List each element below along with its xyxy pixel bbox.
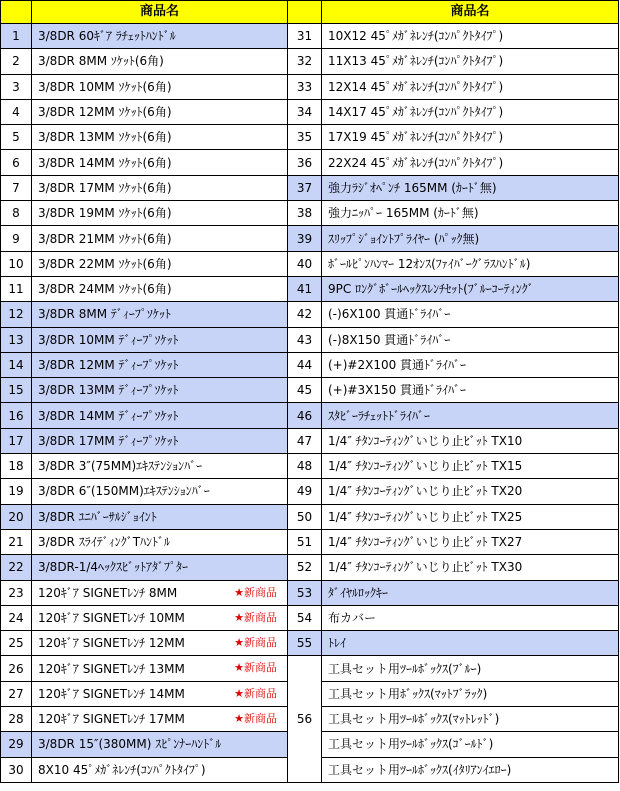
- header-left-name: 商品名: [32, 1, 288, 24]
- table-row: [1, 49, 619, 74]
- item-name: 3/8DR 19MM ｿｹｯﾄ(6角): [38, 206, 172, 221]
- item-number: 20: [1, 504, 32, 529]
- item-number: 49: [288, 479, 322, 504]
- item-name-cell: [32, 226, 288, 251]
- new-product-badge: ★新商品: [234, 585, 277, 599]
- item-name: 3/8DR 10MM ﾃﾞｨｰﾌﾟｿｹｯﾄ: [38, 332, 179, 347]
- item-name: 強力ﾆｯﾊﾟｰ 165MM (ｶｰﾄﾞ無): [322, 201, 619, 226]
- item-name: 強力ﾗｼﾞｵﾍﾟﾝﾁ 165MM (ｶｰﾄﾞ無): [322, 175, 619, 200]
- table-row: [1, 378, 619, 403]
- header-left-no: [1, 1, 32, 24]
- item-number: 47: [288, 428, 322, 453]
- item-name: 3/8DR 12MM ｿｹｯﾄ(6角): [38, 105, 172, 120]
- item-number: 30: [1, 757, 32, 782]
- item-name: ﾄﾚｲ: [322, 631, 619, 656]
- new-product-badge: ★新商品: [234, 610, 277, 624]
- item-name-cell: [32, 302, 288, 327]
- item-number: 11: [1, 276, 32, 301]
- item-number: 17: [1, 428, 32, 453]
- item-number: 34: [288, 99, 322, 124]
- new-product-badge: ★新商品: [234, 636, 277, 650]
- item-name: 布カバー: [322, 605, 619, 630]
- item-name: ﾎﾞｰﾙﾋﾟﾝﾊﾝﾏｰ 12ｵﾝｽ(ﾌｧｲﾊﾞｰｸﾞﾗｽﾊﾝﾄﾞﾙ): [322, 251, 619, 276]
- item-name-cell: [32, 656, 288, 681]
- item-name: 1/4″ ﾁﾀﾝｺｰﾃｨﾝｸﾞいじり止ﾋﾞｯﾄ TX10: [322, 428, 619, 453]
- item-name: ｽﾀﾋﾞｰﾗﾁｪｯﾄﾄﾞﾗｲﾊﾞｰ: [322, 403, 619, 428]
- item-name: 3/8DR 8MM ﾃﾞｨｰﾌﾟｿｹｯﾄ: [38, 307, 171, 322]
- item-number: 27: [1, 681, 32, 706]
- item-number: 38: [288, 201, 322, 226]
- item-number: 9: [1, 226, 32, 251]
- item-name: 9PC ﾛﾝｸﾞﾎﾞｰﾙﾍｯｸｽﾚﾝﾁｾｯﾄ(ﾌﾞﾙｰｺｰﾃｨﾝｸﾞ: [322, 276, 619, 301]
- item-number: 32: [288, 49, 322, 74]
- item-name: 3/8DR 13MM ﾃﾞｨｰﾌﾟｿｹｯﾄ: [38, 383, 179, 398]
- item-name: 120ｷﾞｱ SIGNETﾚﾝﾁ 14MM: [38, 686, 185, 701]
- table-row: [1, 24, 619, 49]
- table-row: [1, 352, 619, 377]
- item-number: 54: [288, 605, 322, 630]
- item-name: 22X24 45ﾟﾒｶﾞﾈﾚﾝﾁ(ｺﾝﾊﾟｸﾄﾀｲﾌﾟ): [322, 150, 619, 175]
- table-row: [1, 276, 619, 301]
- item-number: 16: [1, 403, 32, 428]
- item-number: 44: [288, 352, 322, 377]
- item-number: 25: [1, 631, 32, 656]
- item-number: 37: [288, 175, 322, 200]
- item-name-cell: [32, 428, 288, 453]
- item-number: 28: [1, 707, 32, 732]
- table-row: [1, 251, 619, 276]
- table-row: [1, 150, 619, 175]
- item-name: 3/8DR 3″(75MM)ｴｷｽﾃﾝｼｮﾝﾊﾞｰ: [38, 459, 203, 474]
- item-name-cell: [32, 454, 288, 479]
- table-row: [1, 580, 619, 605]
- item-name-cell: [32, 631, 288, 656]
- item-name: (+)#3X150 貫通ﾄﾞﾗｲﾊﾞｰ: [322, 378, 619, 403]
- item-name: 8X10 45ﾟﾒｶﾞﾈﾚﾝﾁ(ｺﾝﾊﾟｸﾄﾀｲﾌﾟ): [38, 762, 206, 777]
- item-number: 53: [288, 580, 322, 605]
- item-name-cell: [32, 529, 288, 554]
- item-name: 10X12 45ﾟﾒｶﾞﾈﾚﾝﾁ(ｺﾝﾊﾟｸﾄﾀｲﾌﾟ): [322, 24, 619, 49]
- item-number: 40: [288, 251, 322, 276]
- item-name-cell: [32, 681, 288, 706]
- item-number: 22: [1, 555, 32, 580]
- item-name: 3/8DR 17MM ｿｹｯﾄ(6角): [38, 180, 172, 195]
- item-name-cell: [32, 74, 288, 99]
- item-name-cell: [32, 150, 288, 175]
- new-product-badge: ★新商品: [234, 661, 277, 675]
- item-name: 11X13 45ﾟﾒｶﾞﾈﾚﾝﾁ(ｺﾝﾊﾟｸﾄﾀｲﾌﾟ): [322, 49, 619, 74]
- item-name-cell: [32, 378, 288, 403]
- item-name-cell: [32, 555, 288, 580]
- item-name: 工具セット用ﾂｰﾙﾎﾞｯｸｽ(ﾌﾞﾙｰ): [322, 656, 619, 681]
- item-name-cell: [32, 327, 288, 352]
- item-name: 120ｷﾞｱ SIGNETﾚﾝﾁ 13MM: [38, 661, 185, 676]
- table-row: [1, 555, 619, 580]
- header-row: [1, 1, 619, 24]
- item-name: 1/4″ ﾁﾀﾝｺｰﾃｨﾝｸﾞいじり止ﾋﾞｯﾄ TX20: [322, 479, 619, 504]
- item-name: 120ｷﾞｱ SIGNETﾚﾝﾁ 17MM: [38, 712, 185, 727]
- item-number: 36: [288, 150, 322, 175]
- item-name-cell: [32, 175, 288, 200]
- item-name-cell: [32, 732, 288, 757]
- item-number: 13: [1, 327, 32, 352]
- item-name: ｽﾘｯﾌﾟｼﾞｮｲﾝﾄﾌﾟﾗｲﾔｰ (ﾊﾟｯｸ無): [322, 226, 619, 251]
- item-number: 29: [1, 732, 32, 757]
- item-name: 3/8DR ﾕﾆﾊﾞｰｻﾙｼﾞｮｲﾝﾄ: [38, 509, 157, 524]
- item-name: (+)#2X100 貫通ﾄﾞﾗｲﾊﾞｰ: [322, 352, 619, 377]
- item-number: 45: [288, 378, 322, 403]
- item-name-cell: [32, 125, 288, 150]
- item-name: 工具セット用ﾂｰﾙﾎﾞｯｸｽ(ｺﾞｰﾙﾄﾞ): [322, 732, 619, 757]
- item-number: 3: [1, 74, 32, 99]
- item-number: 12: [1, 302, 32, 327]
- table-row: [1, 226, 619, 251]
- item-name: ﾀﾞｲﾔﾙﾛｯｸｷｰ: [322, 580, 619, 605]
- item-number: 42: [288, 302, 322, 327]
- item-number: 10: [1, 251, 32, 276]
- item-name: 3/8DR 6″(150MM)ｴｷｽﾃﾝｼｮﾝﾊﾞｰ: [38, 484, 210, 499]
- table-row: [1, 99, 619, 124]
- item-name-cell: [32, 580, 288, 605]
- table-row: [1, 605, 619, 630]
- item-name: (-)6X100 貫通ﾄﾞﾗｲﾊﾞｰ: [322, 302, 619, 327]
- table-row: [1, 479, 619, 504]
- header-right-name: 商品名: [322, 1, 619, 24]
- product-table-body: [1, 24, 619, 783]
- item-name-cell: [32, 757, 288, 782]
- item-number: 8: [1, 201, 32, 226]
- item-name-cell: [32, 99, 288, 124]
- table-row: [1, 454, 619, 479]
- table-row: [1, 302, 619, 327]
- item-name-cell: [32, 707, 288, 732]
- item-number: 48: [288, 454, 322, 479]
- item-number: 14: [1, 352, 32, 377]
- item-name: 3/8DR 17MM ﾃﾞｨｰﾌﾟｿｹｯﾄ: [38, 433, 179, 448]
- item-name: 120ｷﾞｱ SIGNETﾚﾝﾁ 8MM: [38, 585, 178, 600]
- item-number: 26: [1, 656, 32, 681]
- new-product-badge: ★新商品: [234, 712, 277, 726]
- header-right-no: [288, 1, 322, 24]
- item-name: 3/8DR 8MM ｿｹｯﾄ(6角): [38, 54, 164, 69]
- item-number: 1: [1, 24, 32, 49]
- item-number: 23: [1, 580, 32, 605]
- table-row: [1, 529, 619, 554]
- item-number: 39: [288, 226, 322, 251]
- item-name-cell: [32, 605, 288, 630]
- item-name: 工具セット用ﾂｰﾙﾎﾞｯｸｽ(ｲﾀﾘｱﾝｲｴﾛｰ): [322, 757, 619, 782]
- item-number: 2: [1, 49, 32, 74]
- item-number: 43: [288, 327, 322, 352]
- item-name: 12X14 45ﾟﾒｶﾞﾈﾚﾝﾁ(ｺﾝﾊﾟｸﾄﾀｲﾌﾟ): [322, 74, 619, 99]
- item-name: 1/4″ ﾁﾀﾝｺｰﾃｨﾝｸﾞいじり止ﾋﾞｯﾄ TX25: [322, 504, 619, 529]
- item-number: 18: [1, 454, 32, 479]
- item-number: 15: [1, 378, 32, 403]
- item-name: 3/8DR 13MM ｿｹｯﾄ(6角): [38, 130, 172, 145]
- item-name: 1/4″ ﾁﾀﾝｺｰﾃｨﾝｸﾞいじり止ﾋﾞｯﾄ TX30: [322, 555, 619, 580]
- item-number: 19: [1, 479, 32, 504]
- item-number: 35: [288, 125, 322, 150]
- item-name: 3/8DR 14MM ｿｹｯﾄ(6角): [38, 155, 172, 170]
- item-number: 7: [1, 175, 32, 200]
- item-name-cell: [32, 504, 288, 529]
- item-number: 24: [1, 605, 32, 630]
- item-name-cell: [32, 352, 288, 377]
- item-name-cell: [32, 201, 288, 226]
- item-name: 1/4″ ﾁﾀﾝｺｰﾃｨﾝｸﾞいじり止ﾋﾞｯﾄ TX15: [322, 454, 619, 479]
- item-name: 工具セット用ﾎﾞｯｸｽ(ﾏｯﾄﾌﾞﾗｯｸ): [322, 681, 619, 706]
- item-name-cell: [32, 24, 288, 49]
- item-name: 3/8DR ｽﾗｲﾃﾞｨﾝｸﾞTﾊﾝﾄﾞﾙ: [38, 535, 171, 550]
- item-number: 55: [288, 631, 322, 656]
- table-row: [1, 327, 619, 352]
- item-number: 5: [1, 125, 32, 150]
- item-name: 3/8DR 10MM ｿｹｯﾄ(6角): [38, 79, 172, 94]
- item-name-cell: [32, 403, 288, 428]
- item-number: 41: [288, 276, 322, 301]
- item-name: 120ｷﾞｱ SIGNETﾚﾝﾁ 12MM: [38, 636, 185, 651]
- item-name: 3/8DR 21MM ｿｹｯﾄ(6角): [38, 231, 172, 246]
- table-row: [1, 125, 619, 150]
- item-name: 3/8DR-1/4ﾍｯｸｽﾋﾞｯﾄｱﾀﾞﾌﾟﾀｰ: [38, 560, 189, 575]
- item-name: 工具セット用ﾂｰﾙﾎﾞｯｸｽ(ﾏｯﾄﾚｯﾄﾞ): [322, 707, 619, 732]
- item-name: 120ｷﾞｱ SIGNETﾚﾝﾁ 10MM: [38, 610, 185, 625]
- item-number: 31: [288, 24, 322, 49]
- item-name: 3/8DR 22MM ｿｹｯﾄ(6角): [38, 256, 172, 271]
- item-number: 50: [288, 504, 322, 529]
- item-number: 21: [1, 529, 32, 554]
- item-name: 1/4″ ﾁﾀﾝｺｰﾃｨﾝｸﾞいじり止ﾋﾞｯﾄ TX27: [322, 529, 619, 554]
- item-name: 3/8DR 60ｷﾞｱ ﾗﾁｪｯﾄﾊﾝﾄﾞﾙ: [38, 29, 176, 44]
- item-name-cell: [32, 276, 288, 301]
- table-row: [1, 504, 619, 529]
- item-number: 4: [1, 99, 32, 124]
- item-number: 56: [288, 656, 322, 782]
- item-name-cell: [32, 251, 288, 276]
- item-name: 14X17 45ﾟﾒｶﾞﾈﾚﾝﾁ(ｺﾝﾊﾟｸﾄﾀｲﾌﾟ): [322, 99, 619, 124]
- item-number: 51: [288, 529, 322, 554]
- item-name: (-)8X150 貫通ﾄﾞﾗｲﾊﾞｰ: [322, 327, 619, 352]
- item-number: 52: [288, 555, 322, 580]
- table-row: [1, 201, 619, 226]
- item-name-cell: [32, 49, 288, 74]
- item-name: 3/8DR 12MM ﾃﾞｨｰﾌﾟｿｹｯﾄ: [38, 358, 179, 372]
- item-name: 3/8DR 15″(380MM) ｽﾋﾟﾝﾅｰﾊﾝﾄﾞﾙ: [38, 737, 222, 752]
- item-number: 46: [288, 403, 322, 428]
- table-row: [1, 74, 619, 99]
- item-number: 33: [288, 74, 322, 99]
- item-name-cell: [32, 479, 288, 504]
- item-name: 3/8DR 14MM ﾃﾞｨｰﾌﾟｿｹｯﾄ: [38, 408, 179, 423]
- new-product-badge: ★新商品: [234, 686, 277, 700]
- item-name: 17X19 45ﾟﾒｶﾞﾈﾚﾝﾁ(ｺﾝﾊﾟｸﾄﾀｲﾌﾟ): [322, 125, 619, 150]
- item-number: 6: [1, 150, 32, 175]
- table-row: [1, 631, 619, 656]
- table-row: [1, 403, 619, 428]
- table-row: [1, 656, 619, 681]
- table-row: [1, 175, 619, 200]
- table-row: [1, 428, 619, 453]
- item-name: 3/8DR 24MM ｿｹｯﾄ(6角): [38, 282, 172, 297]
